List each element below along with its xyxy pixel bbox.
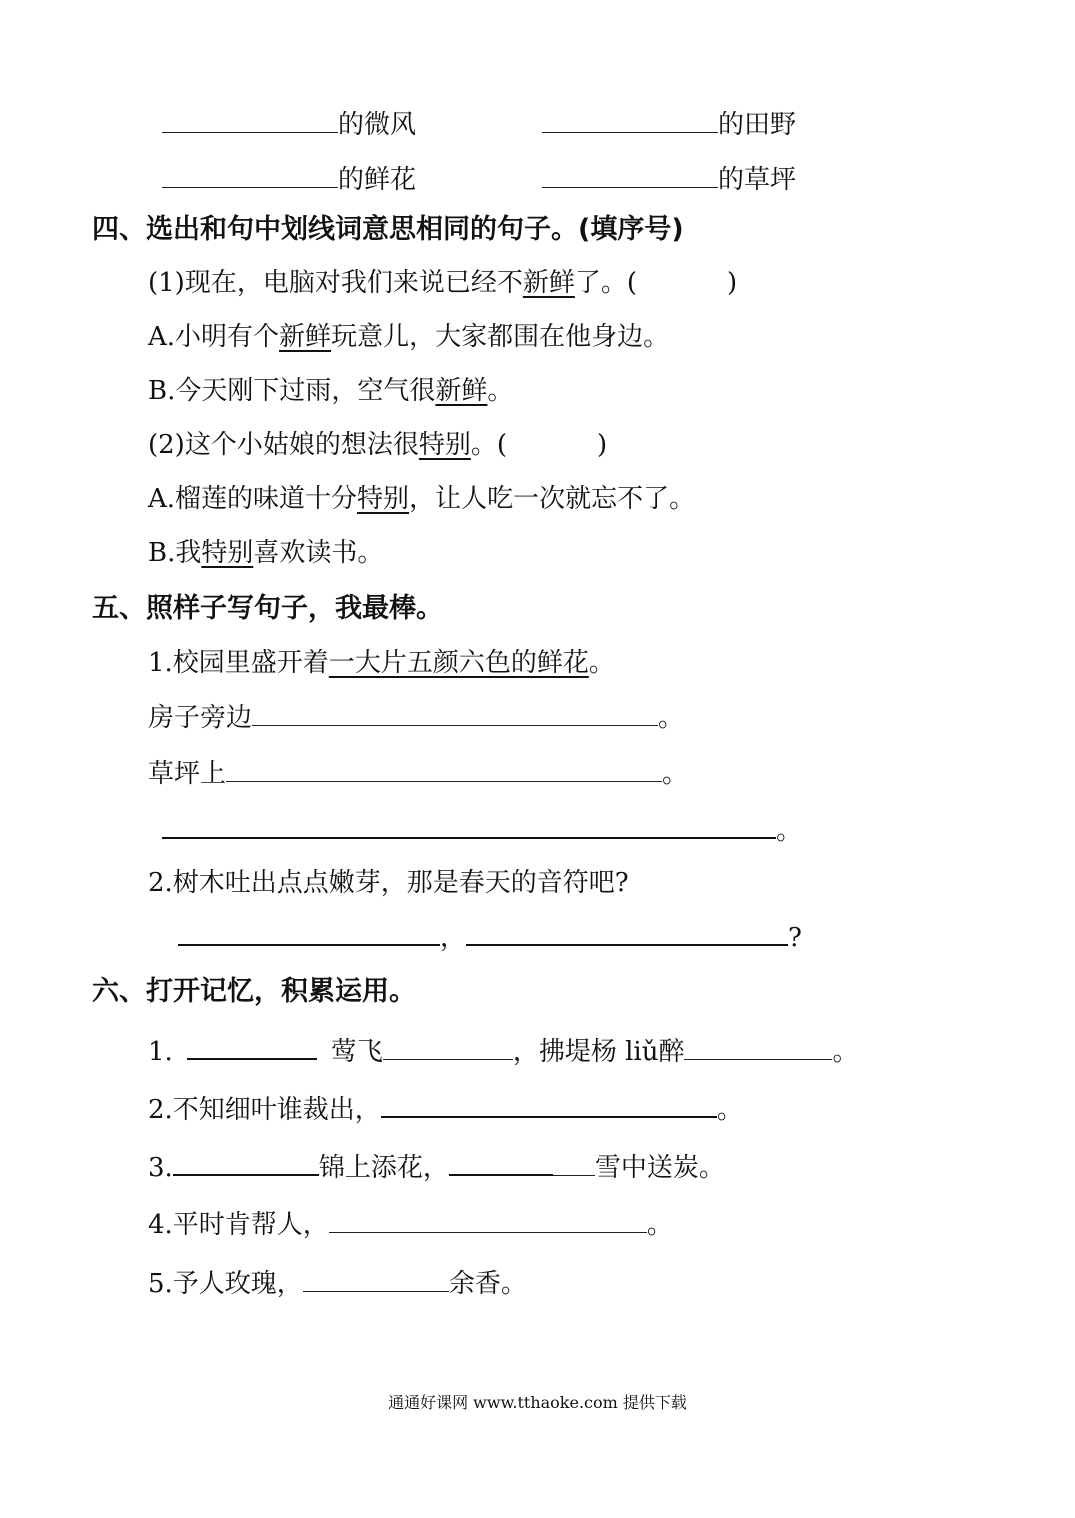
blank[interactable] <box>226 757 662 782</box>
proverb-5: 5.予人玫瑰， 余香。 <box>148 1269 527 1299</box>
option-2b: B.我特别喜欢读书。 <box>148 538 384 568</box>
blank[interactable] <box>449 1150 553 1176</box>
question-1: (1)现在，电脑对我们来说已经不新鲜了。( ) <box>148 268 738 298</box>
proverb-4: 4.平时肯帮人， 。 <box>148 1210 673 1240</box>
section6-heading: 六、打开记忆，积累运用。 <box>92 976 416 1007</box>
blank[interactable] <box>542 163 718 188</box>
blank[interactable] <box>329 1208 647 1233</box>
blank[interactable] <box>162 813 776 839</box>
blank[interactable] <box>173 1150 319 1176</box>
fill-草坪: 的草坪 <box>542 163 796 197</box>
fill-鲜花: 的鲜花 <box>162 163 416 197</box>
blank[interactable] <box>162 163 338 188</box>
proverb-3: 3. 锦上添花， 雪中送炭。 <box>148 1150 725 1185</box>
blank[interactable] <box>162 108 338 133</box>
write-line-3: 。 <box>162 813 802 848</box>
example-1: 1.校园里盛开着一大片五颜六色的鲜花。 <box>148 648 615 678</box>
blank[interactable] <box>542 108 718 133</box>
blank[interactable] <box>466 920 788 946</box>
footer-credit: 通通好课网 www.tthaoke.com 提供下载 <box>388 1393 687 1412</box>
example-2: 2.树木吐出点点嫩芽，那是春天的音符吧? <box>148 868 629 898</box>
write-line-4: ， ? <box>178 920 802 955</box>
question-2: (2)这个小姑娘的想法很特别。( ) <box>148 430 608 460</box>
option-1a: A.小明有个新鲜玩意儿，大家都围在他身边。 <box>148 322 670 352</box>
poem-2: 2.不知细叶谁裁出， 。 <box>148 1092 743 1127</box>
section5-heading: 五、照样子写句子，我最棒。 <box>92 593 443 624</box>
fill-田野: 的田野 <box>542 108 796 142</box>
blank[interactable] <box>381 1092 717 1118</box>
write-line-1: 房子旁边 。 <box>148 703 685 733</box>
blank[interactable] <box>187 1034 317 1060</box>
poem-1: 1. 莺飞 ，拂堤杨 liǔ醉 。 <box>148 1034 859 1069</box>
section4-heading: 四、选出和句中划线词意思相同的句子。(填序号) <box>92 214 684 245</box>
blank[interactable] <box>252 701 658 726</box>
blank[interactable] <box>178 920 440 946</box>
option-1b: B.今天刚下过雨，空气很新鲜。 <box>148 376 514 406</box>
blank[interactable] <box>303 1267 449 1292</box>
fill-微风: 的微风 <box>162 108 416 142</box>
write-line-2: 草坪上 。 <box>148 759 689 789</box>
option-2a: A.榴莲的味道十分特别，让人吃一次就忘不了。 <box>148 484 696 514</box>
blank[interactable] <box>684 1035 832 1060</box>
blank[interactable] <box>553 1151 595 1176</box>
blank[interactable] <box>383 1035 513 1060</box>
